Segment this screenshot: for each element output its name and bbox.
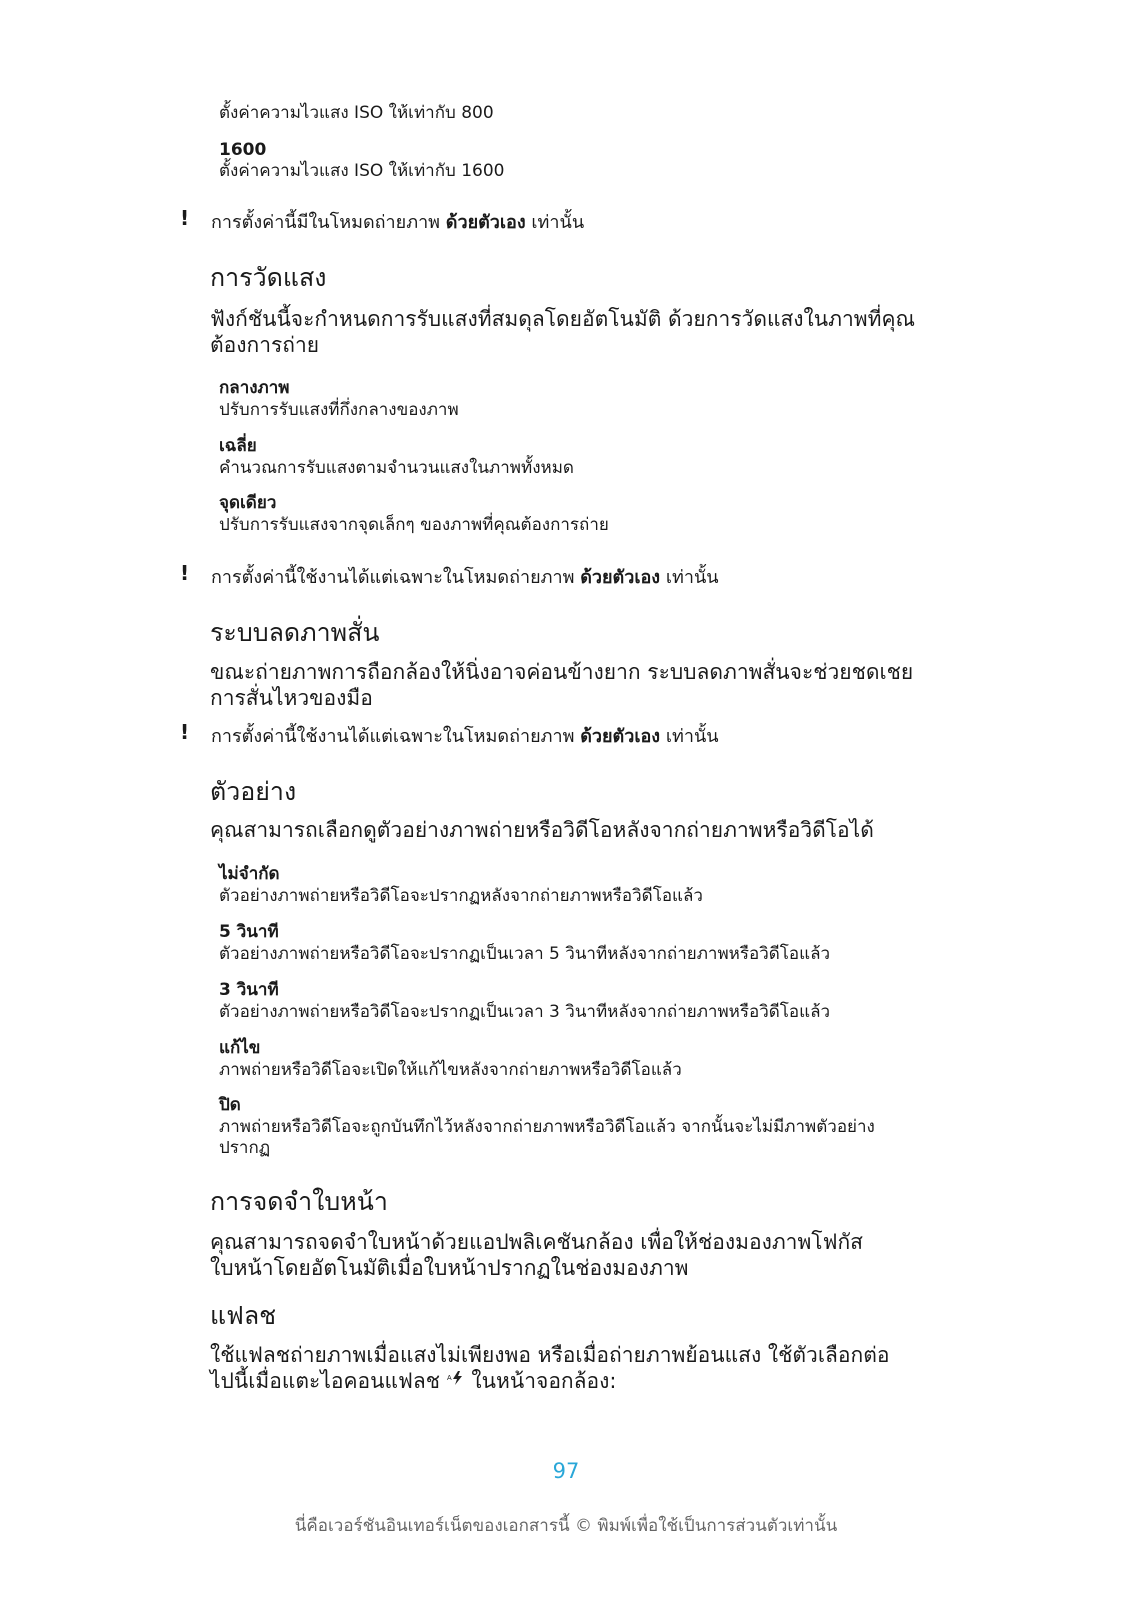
- stabilizer-note: [211, 726, 719, 748]
- stabilizer-description-line1: ขณะถ่ายภาพการถือกล้องให้นิ่งอาจค่อนข้างยาก ระบบลดภาพสั่นจะช่วยชดเชย: [210, 660, 914, 684]
- stabilizer-title: ระบบลดภาพสั่น: [210, 618, 380, 647]
- note-text-end: เท่านั้น: [525, 212, 585, 233]
- metering-description-line2: ต้องการถ่าย: [210, 333, 320, 357]
- preview-desc-off-line1: ภาพถ่ายหรือวิดีโอจะถูกบันทึกไว้หลังจากถ่ายภาพหรือวิดีโอแล้ว จากนั้นจะไม่มีภาพตัวอย่าง: [219, 1117, 875, 1137]
- face-recognition-description-line2: ใบหน้าโดยอัตโนมัติเมื่อใบหน้าปรากฏในช่องมองภาพ: [210, 1256, 689, 1280]
- preview-term-edit: แก้ไข: [219, 1038, 261, 1058]
- face-recognition-title: การจดจำใบหน้า: [210, 1187, 388, 1216]
- note-bold-text: ด้วยตัวเอง: [580, 726, 661, 747]
- iso-1600-term: 1600: [219, 140, 267, 160]
- metering-desc-center: ปรับการรับแสงที่กึ่งกลางของภาพ: [219, 400, 459, 420]
- preview-description: คุณสามารถเลือกดูตัวอย่างภาพถ่ายหรือวิดีโอหลังจากถ่ายภาพหรือวิดีโอได้: [210, 818, 874, 842]
- note-text: การตั้งค่านี้มีในโหมดถ่ายภาพ: [211, 212, 446, 233]
- preview-desc-edit: ภาพถ่ายหรือวิดีโอจะเปิดให้แก้ไขหลังจากถ่ายภาพหรือวิดีโอแล้ว: [219, 1060, 682, 1080]
- flash-description-line1: ใช้แฟลชถ่ายภาพเมื่อแสงไม่เพียงพอ หรือเมื่อถ่ายภาพย้อนแสง ใช้ตัวเลือกต่อ: [210, 1343, 890, 1367]
- preview-desc-unlimited: ตัวอย่างภาพถ่ายหรือวิดีโอจะปรากฏหลังจากถ่ายภาพหรือวิดีโอแล้ว: [219, 886, 703, 906]
- flash-text: ไปนี้เมื่อแตะไอคอนแฟลช: [210, 1369, 447, 1393]
- iso-800-description: ตั้งค่าความไวแสง ISO ให้เท่ากับ 800: [219, 103, 494, 123]
- iso-note: [211, 212, 584, 234]
- preview-title: ตัวอย่าง: [210, 777, 297, 806]
- page-number: 97: [552, 1459, 580, 1483]
- flash-auto-icon: [447, 1369, 465, 1395]
- warning-icon: !: [180, 561, 190, 585]
- preview-term-3sec: 3 วินาที: [219, 980, 279, 1000]
- face-recognition-description-line1: คุณสามารถจดจำใบหน้าด้วยแอปพลิเคชันกล้อง เพื่อให้ช่องมองภาพโฟกัส: [210, 1230, 863, 1254]
- note-text: การตั้งค่านี้ใช้งานได้แต่เฉพาะในโหมดถ่ายภาพ: [211, 726, 581, 747]
- svg-text:A: A: [446, 1375, 452, 1382]
- footer-notice: นี่คือเวอร์ชันอินเทอร์เน็ตของเอกสารนี้ © พิมพ์เพื่อใช้เป็นการส่วนตัวเท่านั้น: [294, 1516, 838, 1536]
- flash-description-line2: [210, 1368, 616, 1395]
- metering-note: [211, 567, 719, 589]
- preview-desc-off-line2: ปรากฏ: [219, 1138, 271, 1158]
- preview-term-unlimited: ไม่จำกัด: [219, 864, 280, 884]
- note-text-end: เท่านั้น: [660, 726, 719, 747]
- preview-term-off: ปิด: [219, 1095, 241, 1115]
- stabilizer-description-line2: การสั่นไหวของมือ: [210, 686, 373, 710]
- metering-title: การวัดแสง: [210, 263, 327, 292]
- metering-term-spot: จุดเดียว: [219, 493, 277, 513]
- iso-1600-description: ตั้งค่าความไวแสง ISO ให้เท่ากับ 1600: [219, 161, 505, 181]
- preview-desc-3sec: ตัวอย่างภาพถ่ายหรือวิดีโอจะปรากฏเป็นเวลา 3 วินาทีหลังจากถ่ายภาพหรือวิดีโอแล้ว: [219, 1002, 831, 1022]
- metering-desc-spot: ปรับการรับแสงจากจุดเล็กๆ ของภาพที่คุณต้องการถ่าย: [219, 515, 609, 535]
- note-text: การตั้งค่านี้ใช้งานได้แต่เฉพาะในโหมดถ่ายภาพ: [211, 567, 581, 588]
- metering-term-center: กลางภาพ: [219, 378, 290, 398]
- note-bold-text: ด้วยตัวเอง: [580, 567, 661, 588]
- warning-icon: !: [180, 720, 190, 744]
- metering-term-average: เฉลี่ย: [219, 436, 257, 456]
- warning-icon: !: [180, 206, 190, 230]
- flash-text-end: ในหน้าจอกล้อง:: [464, 1369, 617, 1393]
- metering-description-line1: ฟังก์ชันนี้จะกำหนดการรับแสงที่สมดุลโดยอัตโนมัติ ด้วยการวัดแสงในภาพที่คุณ: [210, 307, 916, 331]
- note-text-end: เท่านั้น: [660, 567, 719, 588]
- preview-desc-5sec: ตัวอย่างภาพถ่ายหรือวิดีโอจะปรากฏเป็นเวลา 5 วินาทีหลังจากถ่ายภาพหรือวิดีโอแล้ว: [219, 944, 831, 964]
- note-bold-text: ด้วยตัวเอง: [445, 212, 526, 233]
- metering-desc-average: คำนวณการรับแสงตามจำนวนแสงในภาพทั้งหมด: [219, 458, 574, 478]
- preview-term-5sec: 5 วินาที: [219, 922, 279, 942]
- flash-title: แฟลช: [210, 1301, 277, 1330]
